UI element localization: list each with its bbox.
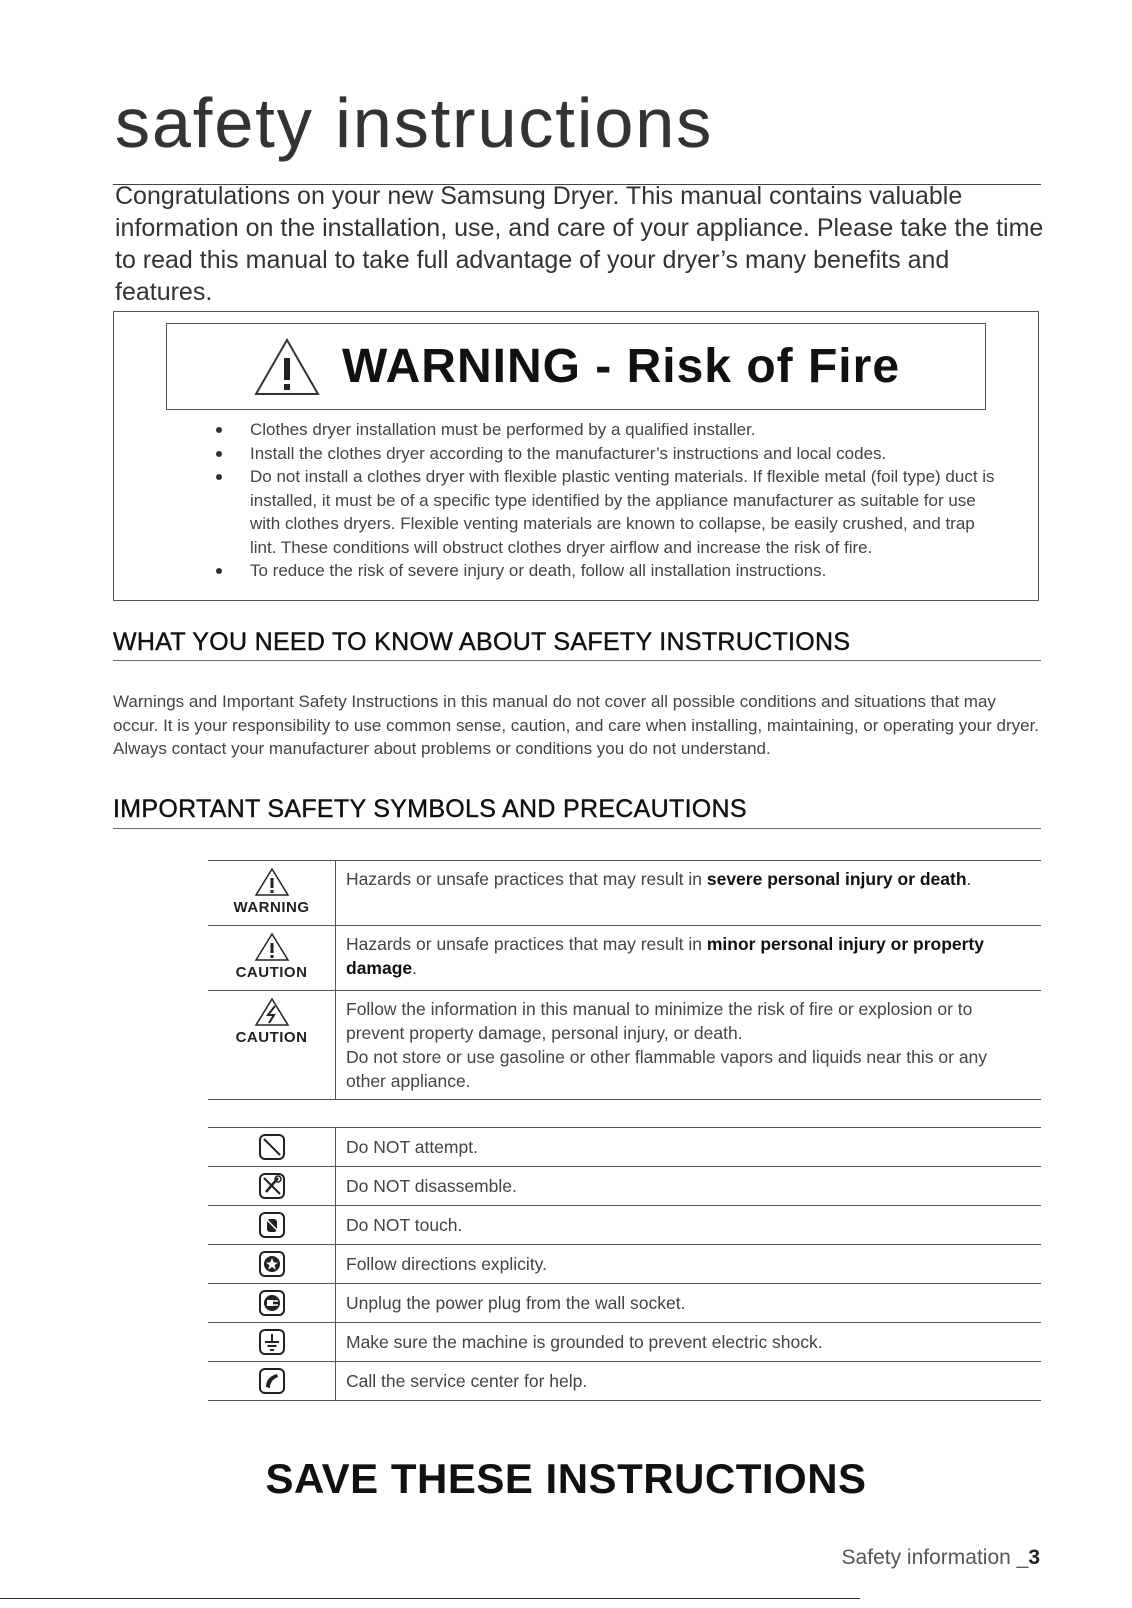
save-instructions-heading: SAVE THESE INSTRUCTIONS xyxy=(265,1455,867,1502)
symbol-label: CAUTION xyxy=(235,1029,308,1046)
page-number: 3 xyxy=(1028,1546,1040,1569)
caution-triangle-icon xyxy=(254,932,290,962)
icon-cell xyxy=(208,1167,336,1206)
table-row xyxy=(208,1128,1041,1167)
table-row xyxy=(208,1245,1041,1284)
fire-warning-title: WARNING - Risk of Fire xyxy=(341,340,901,393)
warning-triangle-icon xyxy=(252,336,322,398)
symbol-label: CAUTION xyxy=(235,964,308,981)
list-item: Install the clothes dryer according to the manufacturer’s instructions and local codes. xyxy=(210,442,1000,466)
list-item: Clothes dryer installation must be performed by a qualified installer. xyxy=(210,418,1000,442)
description-text: . xyxy=(966,869,972,889)
icon-cell xyxy=(208,1284,336,1323)
description-text: Follow the information in this manual to minimize the risk of fire or explosion or to prevent property damage, personal injury, or death. xyxy=(346,999,973,1043)
list-item: To reduce the risk of severe injury or death, follow all installation instructions. xyxy=(210,559,1000,583)
table-row xyxy=(208,1167,1041,1206)
section-know-paragraph: Warnings and Important Safety Instructions in this manual do not cover all possible conditions and situations that may occur. It is your responsibility to use common sense, caution, and care when installing, maintaining, or operating your dryer. xyxy=(113,692,1040,735)
icon-description: Unplug the power plug from the wall socket. xyxy=(336,1284,1042,1323)
table-row xyxy=(208,1362,1041,1401)
prohibited-icon xyxy=(258,1133,286,1161)
list-item: Do not install a clothes dryer with flexible plastic venting materials. If flexible metal (foil type) duct is installed, it must be of a specific type identified by the appliance manufacturer as suitable for use with clothes dryers. Flexible venting materials are known to collapse, be easily crushed, and trap lint. These conditions will obstruct clothes dryer airflow and increase the risk of fire. xyxy=(210,465,1000,559)
section-divider xyxy=(113,828,1041,829)
no-disassemble-icon xyxy=(258,1172,286,1200)
symbol-label: WARNING xyxy=(233,899,310,916)
icon-cell xyxy=(208,1128,336,1167)
icon-description: Do NOT attempt. xyxy=(336,1128,1042,1167)
bottom-divider xyxy=(0,1598,860,1599)
section-heading-know: WHAT YOU NEED TO KNOW ABOUT SAFETY INSTRUCTIONS xyxy=(113,628,851,656)
symbol-description xyxy=(336,991,1042,1100)
table-row xyxy=(208,926,1041,991)
symbol-cell xyxy=(208,991,336,1100)
section-know-paragraph: Always contact your manufacturer about problems or conditions you do not understand. xyxy=(113,739,771,758)
icon-cell xyxy=(208,1245,336,1284)
service-phone-icon xyxy=(258,1367,286,1395)
description-text: Do not store or use gasoline or other flammable vapors and liquids near this or any other appliance. xyxy=(346,1047,988,1091)
footer-section-label: Safety information _ xyxy=(841,1546,1029,1569)
table-row xyxy=(208,1323,1041,1362)
ground-icon xyxy=(258,1328,286,1356)
symbol-description xyxy=(336,861,1042,926)
icon-cell xyxy=(208,1323,336,1362)
table-row xyxy=(208,861,1041,926)
unplug-icon xyxy=(258,1289,286,1317)
fire-warning-header xyxy=(166,323,986,410)
symbol-description xyxy=(336,926,1042,991)
follow-directions-icon xyxy=(258,1250,286,1278)
section-divider xyxy=(113,660,1041,661)
description-emphasis: severe personal injury or death xyxy=(706,869,967,889)
warning-triangle-icon xyxy=(254,867,290,897)
table-row xyxy=(208,1284,1041,1323)
page-footer xyxy=(842,1546,1040,1570)
icon-description: Call the service center for help. xyxy=(336,1362,1042,1401)
description-text: Hazards or unsafe practices that may result in xyxy=(346,934,707,954)
table-row xyxy=(208,991,1041,1100)
description-text: . xyxy=(412,958,418,978)
page-title: safety instructions xyxy=(115,84,714,162)
icon-cell xyxy=(208,1362,336,1401)
icon-description: Make sure the machine is grounded to prevent electric shock. xyxy=(336,1323,1042,1362)
safety-symbols-table xyxy=(208,860,1041,1100)
no-touch-icon xyxy=(258,1211,286,1239)
icon-cell xyxy=(208,1206,336,1245)
icon-description: Do NOT disassemble. xyxy=(336,1167,1042,1206)
symbol-cell xyxy=(208,926,336,991)
section-heading-symbols: IMPORTANT SAFETY SYMBOLS AND PRECAUTIONS xyxy=(113,795,747,823)
symbol-cell xyxy=(208,861,336,926)
safety-icons-table xyxy=(208,1127,1041,1401)
icon-description: Do NOT touch. xyxy=(336,1206,1042,1245)
table-row xyxy=(208,1206,1041,1245)
section-know-body xyxy=(113,690,1041,761)
fire-warning-list xyxy=(210,418,1000,583)
description-text: Hazards or unsafe practices that may result in xyxy=(346,869,707,889)
electric-hazard-icon xyxy=(254,997,290,1027)
icon-description: Follow directions explicity. xyxy=(336,1245,1042,1284)
intro-paragraph: Congratulations on your new Samsung Dryer. This manual contains valuable information on the installation, use, and care of your appliance. Please take the time to read this manual to take full advantage of your dryer’s many benefits and features. xyxy=(115,182,1044,306)
description-emphasis: minor personal injury or property damage xyxy=(346,934,984,978)
